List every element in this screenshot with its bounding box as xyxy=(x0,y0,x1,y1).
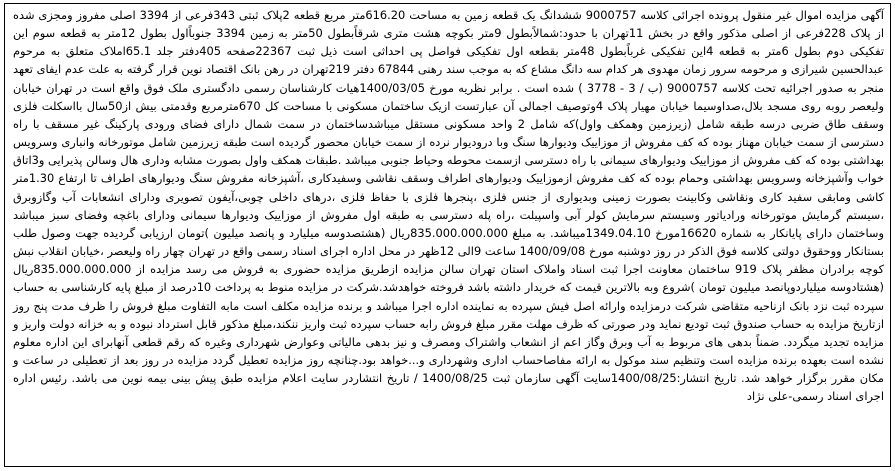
auction-notice xyxy=(4,3,891,467)
notice-body-text: آگهی مزایده اموال غیر منقول پرونده اجرائی کلاسه 9000757 ششدانگ یک قطعه زمین به مساحت 616.20متر مربع قطعه 2پلاک ثبتی 343فرعی از 3394 اصلی مفروز ومجزی شده از پلاک 228فرعی از اصلی مذکور واقع در بخش 11تهران با حدود:شمالاًبطول 9متر بکوچه هشت متری شرقاًبطول 50متر به زمین 3394 جنوباًاول بطول 12متر به قطعه سوم این تفکیکی دوم بطول 6متر به قطعه 4این تفکیکی غرباًبطول 48متر بقطعه اول تفکیکی فواصل پی احداثی است ذیل ثبت 22367صفحه 405دفتر جلد 65.1املاک متعلق به مرحوم عبدالحسین شیرازی و مرحومه سرور زمان مهدوی هر کدام سه دانگ مشاع که به موجب سند رهنی 67844 دفتر 219تهران در رهن بانک اقتصاد نوین قرار گرفته به علت عدم ایفای تعهد منجر به صدور اجرائیه تحت کلاسه 9000757 (ب / 3 - 3778 ) شده است . برابر نظریه مورخ 1400/03/05هیات کارشناسان رسمی دادگستری ملک فوق واقع است در تهران خیابان ولیعصر روبه روی مسجد بلال،صداوسیما خیابان مهیار پلاک 4وتوصیف اجمالی آن عبارتست ازیک ساختمان مسکونی با مساحت کل 670مترمربع وقدمتی بیش از50سال بااسکلت فلزی وسقف طاق ضربی درسه طبقه شامل (زیرزمین وهمکف واول)که شامل 2 واحد مسکونی مستقل میباشدساختمان در سمت شمال دارای فضای ورودی پارکینگ غیر مسقف با راه دسترسی از سمت خیابان مهناز بوده که کف مفروش از موزاییک ودیوارها سنگ وبا درودیوار نرده از سمت خیابان محصور گردیده است طبقه زیرزمین شامل موتورخانه وانباری وسرویس بهداشتی بوده که کف مفروش از موزاییک ودیوارهای سیمانی با راه دسترسی ازسمت محوطه وحیاط جنوبی میباشد .طبقات همکف واول بصورت مشابه وداری هال وسالن پذیرایی و3اتاق خواب وآشپزخانه وسرویس بهداشتی وحمام بوده که کف مفروش ازموزاییک ودیوارهای اطراف وسقف نقاشی وسفیدکاری ،آشپزخانه مفروش سنگ ودیوارهای اطراف تا ارتفاع 1.30متر کاشی ومابقی سفید کاری ونقاشی وکابینت بصورت زمینی وبدیواری از جنس فلزی ،پنجرها فلزی با حفاظ فلزی ،درهای داخلی چوبی،آیفون تصویری ودارای انشعابات آب وگازوبرق ،سیستم گرمایش موتورخانه ورادیاتور وسیستم سرمایش کولر آبی واسپیلت ،راه پله دسترسی به طبقه اول مفروش از موزاییک ودیوارها سیمانی ودارای باغچه وفضای سبز میباشد وساختمان دارای پایانکار به شماره 16620مورخ 1349.04.10میباشد. به مبلغ 835.000.000.000ریال (هشتصدوسه میلیارد و پانصد میلیون )تومان ارزیابی گردیده جهت وصول طلب بستانکار ووحقوق دولتی کلاسه فوق الذکر در روز دوشنبه مورخ 1400/09/08 ساعت 9الی 12ظهر در محل اداره اجرای اسناد رسمی واقع در تهران چهار راه ولیعصر ،خیابان انقلاب نبش کوچه برادران مظفر پلاک 919 ساختمان معاونت اجرا ثبت اسناد واملاک استان تهران سالن مزایده ازطریق مزایده حضوری به فروش می رسد مزایده از 835.000.000.000ریال (هشتادوسه میلیاردوپانصد میلیون تومان )شروع وبه بالاترین قیمت که خریدار داشته باشد فروخته خواهدشد.شرکت در مزایده منوط به پرداخت 10درصد از مبلغ پایه کارشناسی به حساب سپرده ثبت نزد بانک ازناحیه متقاضی شرکت درمزایده وارائه اصل فیش سپرده به نماینده اداره اجرا میباشد و برنده مزایده مکلف است مابه التفاوت مبلغ فروش را ظرف مدت پنج روز ازتاریخ مزایده به حساب صندوق ثبت تودیع نماید ودر صورتی که ظرف مهلت مقرر مبلغ فروش رابه حساب سپرده ثبت واریز ننکند،مبلغ مذکور قابل استرداد نبوده و به خزانه دولت واریز و مزایده تجدید میگردد. ضمناً بدهی های مربوط به آب وبرق وگاز اعم از انشعاب واشتراک ومصرف و نیز بدهی مالیاتی وعوارض شهرداری وغیره که رقم قطعی آنهابرای این اداره معلوم نشده است بعهده برنده مزایده است وتنظیم سند موکول به ارائه مفاصاحساب اداری وشهرداری و...خواهد بود.چنانچه روز مزایده تعطیل گردد مزایده در روز بعد از تعطیلی در ساعت و مکان مقرر برگزار خواهد شد. تاریخ انتشار:1400/08/25سایت آگهی سازمان ثبت 1400/08/25 / تاریخ انتشاردر سایت اعلام مزایده طبق پیش بینی بیمه نوین می باشد. رئیس اداره اجرای اسناد رسمی-علی نژاد xyxy=(12,8,885,404)
